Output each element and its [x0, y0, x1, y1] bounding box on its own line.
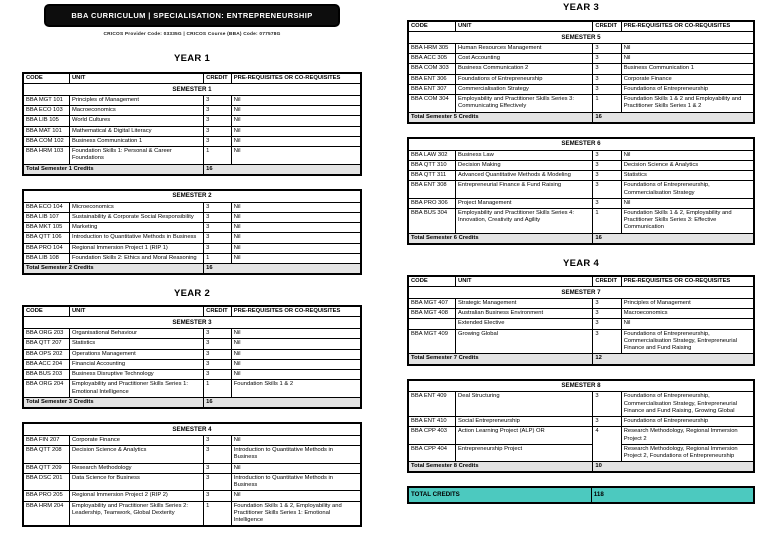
total-credits-value: 118 [592, 488, 753, 501]
course-unit-cell: Decision Making [456, 161, 592, 170]
course-code-cell: BBA QTT 310 [409, 161, 455, 170]
course-prerequisites-cell: Introduction to Quantitative Methods in Business [232, 474, 360, 490]
course-row [409, 319, 753, 328]
prerequisites-column-header: PRE-REQUISITES OR CO-REQUISITES [232, 74, 360, 83]
course-code-cell: BBA BUS 203 [24, 370, 69, 379]
course-unit-cell: Strategic Management [456, 299, 592, 308]
course-credit-cell: 3 [204, 464, 231, 473]
prerequisites-column-header: PRE-REQUISITES OR CO-REQUISITES [232, 307, 360, 316]
course-credit-cell: 1 [204, 254, 231, 263]
course-prerequisites-cell: Nil [622, 54, 753, 63]
year-2-heading: YEAR 2 [173, 288, 211, 300]
course-prerequisites-cell: Nil [232, 370, 360, 379]
course-prerequisites-cell: Nil [232, 491, 360, 500]
course-code-cell: BBA MGT 101 [24, 96, 69, 105]
course-unit-cell: Commercialisation Strategy [456, 85, 592, 94]
course-code-cell: BBA LIB 108 [24, 254, 69, 263]
course-prerequisites-cell: Foundations of Entrepreneurship, Commercialisation Strategy [622, 181, 753, 197]
course-row [409, 330, 753, 354]
course-credit-cell: 1 [204, 380, 231, 396]
course-unit-cell: Business Communication 1 [70, 137, 203, 146]
course-row [24, 370, 360, 379]
semester-title-row [24, 191, 360, 202]
semester-total-label: Total Semester 2 Credits [24, 264, 203, 273]
course-code-cell: BBA ORG 203 [24, 329, 69, 338]
course-row [24, 502, 360, 526]
course-unit-cell: Regional Immersion Project 1 (RIP 1) [70, 244, 203, 253]
course-prerequisites-cell: Nil [622, 151, 753, 160]
course-credit-cell: 3 [593, 319, 620, 328]
course-prerequisites-cell: Nil [232, 106, 360, 115]
course-credit-cell: 3 [204, 370, 231, 379]
course-unit-cell: Sustainability & Corporate Social Responsibility [70, 213, 203, 222]
course-credit-cell: 3 [593, 181, 620, 197]
course-prerequisites-cell: Foundations of Entrepreneurship [622, 417, 753, 426]
semester-total-row [24, 264, 360, 273]
semester-title: SEMESTER 8 [409, 381, 753, 392]
course-credit-cell: 3 [593, 299, 620, 308]
semester-total-value: 10 [593, 462, 753, 471]
course-prerequisites-cell: Nil [232, 464, 360, 473]
semester-4-table [22, 422, 362, 527]
course-credit-cell: 3 [204, 96, 231, 105]
course-credit-cell: 3 [204, 137, 231, 146]
course-unit-cell: Employability and Practitioner Skills Series 2: Leadership, Teamwork, Global Dexterity [70, 502, 203, 526]
course-credit-cell: 1 [204, 502, 231, 526]
course-code-cell: BBA COM 303 [409, 64, 455, 73]
course-row [24, 380, 360, 396]
course-prerequisites-cell: Foundations of Entrepreneurship [622, 85, 753, 94]
course-row [24, 360, 360, 369]
course-credit-cell: 3 [593, 199, 620, 208]
course-credit-cell: 3 [204, 244, 231, 253]
course-unit-cell: Business Law [456, 151, 592, 160]
course-prerequisites-cell: Decision Science & Analytics [622, 161, 753, 170]
course-credit-cell: 3 [204, 233, 231, 242]
semester-total-row [409, 234, 753, 243]
unit-column-header: UNIT [70, 307, 203, 316]
cricos-codes-line: CRICOS Provider Code: 03335G | CRICOS Course (BBA) Code: 077578G [103, 32, 281, 37]
course-code-cell: BBA MGT 408 [409, 309, 455, 318]
semester-title: SEMESTER 4 [24, 424, 360, 435]
course-row [409, 75, 753, 84]
semester-title: SEMESTER 7 [409, 287, 753, 298]
course-row [409, 64, 753, 73]
semester-total-row [409, 113, 753, 122]
semester-title: SEMESTER 3 [24, 317, 360, 328]
course-unit-cell: Organisational Behaviour [70, 329, 203, 338]
credit-column-header: CREDIT [204, 307, 231, 316]
semester-total-label: Total Semester 6 Credits [409, 234, 592, 243]
course-unit-cell: Human Resources Management [456, 44, 592, 53]
right-column [407, 0, 755, 504]
unit-column-header: UNIT [70, 74, 203, 83]
course-unit-cell: Foundation Skills 2: Ethics and Moral Reasoning [70, 254, 203, 263]
course-credit-cell: 3 [204, 203, 231, 212]
year-3-heading: YEAR 3 [562, 2, 600, 13]
course-unit-cell: Research Methodology [70, 464, 203, 473]
semester-title-row [409, 139, 753, 150]
semester-total-value: 16 [593, 113, 753, 122]
course-code-cell: BBA MGT 407 [409, 299, 455, 308]
course-code-cell: BBA ECO 104 [24, 203, 69, 212]
course-row [409, 309, 753, 318]
course-credit-cell: 3 [593, 171, 620, 180]
course-prerequisites-cell: Nil [232, 436, 360, 445]
course-prerequisites-cell: Nil [232, 350, 360, 359]
course-prerequisites-cell: Foundations of Entrepreneurship, Commercialisation Strategy, Entrepreneurial Finance and Fund Raising, Growing Global [622, 392, 753, 416]
course-unit-cell: Microeconomics [70, 203, 203, 212]
course-unit-cell: Australian Business Environment [456, 309, 592, 318]
prerequisites-column-header: PRE-REQUISITES OR CO-REQUISITES [622, 277, 753, 286]
course-unit-cell: Growing Global [456, 330, 592, 354]
credit-column-header: CREDIT [593, 277, 620, 286]
course-prerequisites-cell: Nil [232, 329, 360, 338]
course-code-cell: BBA COM 102 [24, 137, 69, 146]
course-credit-cell: 3 [204, 223, 231, 232]
course-credit-cell: 3 [204, 436, 231, 445]
semester-6-table [407, 137, 755, 245]
course-unit-cell: Advanced Quantitative Methods & Modeling [456, 171, 592, 180]
course-credit-cell: 3 [593, 309, 620, 318]
course-unit-cell: Mathematical & Digital Literacy [70, 127, 203, 136]
course-prerequisites-cell: Nil [622, 319, 753, 328]
course-prerequisites-cell: Nil [232, 254, 360, 263]
course-code-cell: BBA FIN 207 [24, 436, 69, 445]
course-code-cell: BBA QTT 209 [24, 464, 69, 473]
course-code-cell: BBA HRM 305 [409, 44, 455, 53]
course-credit-cell: 1 [593, 209, 620, 233]
year-1-heading: YEAR 1 [173, 53, 211, 64]
course-row [24, 233, 360, 242]
semester-1-table [22, 72, 362, 176]
course-prerequisites-cell: Nil [232, 116, 360, 125]
course-code-cell: BBA DSC 201 [24, 474, 69, 490]
course-unit-cell: Employability and Practitioner Skills Series 3: Communicating Effectively [456, 95, 592, 111]
course-code-cell: BBA OPS 202 [24, 350, 69, 359]
course-prerequisites-cell: Principles of Management [622, 299, 753, 308]
course-credit-cell: 3 [593, 44, 620, 53]
course-prerequisites-cell: Nil [232, 233, 360, 242]
course-credit-cell: 1 [593, 95, 620, 111]
course-prerequisites-cell: Foundation Skills 1 & 2, Employability and Practitioner Skills Series 1: Emotional Intelligence [232, 502, 360, 526]
course-credit-cell: 3 [204, 213, 231, 222]
course-prerequisites-cell: Nil [232, 223, 360, 232]
course-prerequisites-cell: Nil [232, 360, 360, 369]
course-prerequisites-cell: Nil [232, 147, 360, 163]
prerequisites-column-header: PRE-REQUISITES OR CO-REQUISITES [622, 22, 753, 31]
course-credit-cell: 3 [204, 474, 231, 490]
semester-title-row [409, 287, 753, 298]
course-credit-cell: 3 [593, 151, 620, 160]
course-row [24, 350, 360, 359]
semester-total-label: Total Semester 3 Credits [24, 398, 203, 407]
course-credit-cell: 3 [593, 75, 620, 84]
course-code-cell: BBA ENT 308 [409, 181, 455, 197]
course-credit-cell: 3 [204, 106, 231, 115]
course-row [409, 151, 753, 160]
course-unit-cell: Data Science for Business [70, 474, 203, 490]
course-code-cell: BBA PRO 104 [24, 244, 69, 253]
course-unit-cell: Regional Immersion Project 2 (RIP 2) [70, 491, 203, 500]
course-credit-cell: 3 [204, 127, 231, 136]
course-code-cell: BBA MKT 105 [24, 223, 69, 232]
course-credit-cell: 3 [204, 350, 231, 359]
course-code-cell: BBA BUS 304 [409, 209, 455, 233]
course-prerequisites-cell: Nil [232, 203, 360, 212]
course-code-cell: BBA ACC 204 [24, 360, 69, 369]
course-row [24, 203, 360, 212]
course-unit-cell: Foundation Skills 1: Personal & Career Foundations [70, 147, 203, 163]
unit-column-header: UNIT [456, 277, 592, 286]
course-code-cell: BBA LAW 302 [409, 151, 455, 160]
course-unit-cell: Deal Structuring [456, 392, 592, 416]
semester-title-row [409, 32, 753, 43]
semester-title: SEMESTER 1 [24, 84, 360, 95]
course-row [24, 147, 360, 163]
course-code-cell: BBA ENT 307 [409, 85, 455, 94]
course-unit-cell: Business Communication 2 [456, 64, 592, 73]
semester-title: SEMESTER 5 [409, 32, 753, 43]
course-code-cell: BBA ENT 409 [409, 392, 455, 416]
course-prerequisites-cell: Foundation Skills 1 & 2 and Employability and Practitioner Skills Series 1 & 2 [622, 95, 753, 111]
course-prerequisites-cell: Nil [232, 213, 360, 222]
course-unit-cell: Entrepreneurship Project [456, 445, 592, 461]
course-unit-cell: Action Learning Project (ALP) OR [456, 427, 592, 443]
code-column-header: CODE [409, 22, 455, 31]
course-unit-cell: World Cultures [70, 116, 203, 125]
code-column-header: CODE [409, 277, 455, 286]
course-row [409, 299, 753, 308]
course-prerequisites-cell: Research Methodology, Regional Immersion Project 2 [622, 427, 753, 443]
course-code-cell: BBA ECO 103 [24, 106, 69, 115]
column-header-row [409, 22, 753, 31]
course-credit-cell: 3 [593, 54, 620, 63]
course-row [409, 181, 753, 197]
semester-title: SEMESTER 6 [409, 139, 753, 150]
semester-3-table [22, 305, 362, 409]
course-row [24, 329, 360, 338]
course-code-cell: BBA HRM 103 [24, 147, 69, 163]
course-credit-cell: 3 [204, 446, 231, 462]
course-credit-cell: 3 [204, 360, 231, 369]
course-code-cell: BBA QTT 208 [24, 446, 69, 462]
course-unit-cell: Employability and Practitioner Skills Series 1: Emotional Intelligence [70, 380, 203, 396]
course-code-cell: BBA PRO 306 [409, 199, 455, 208]
course-row [24, 244, 360, 253]
course-unit-cell: Extended Elective [456, 319, 592, 328]
course-unit-cell: Statistics [70, 339, 203, 348]
course-unit-cell: Financial Accounting [70, 360, 203, 369]
semester-total-value: 16 [204, 398, 360, 407]
semester-5-table [407, 20, 755, 124]
semester-title-row [24, 84, 360, 95]
semester-title-row [24, 424, 360, 435]
course-code-cell: BBA ACC 305 [409, 54, 455, 63]
course-prerequisites-cell: Macroeconomics [622, 309, 753, 318]
course-credit-cell: 3 [593, 330, 620, 354]
course-unit-cell: Business Disruptive Technology [70, 370, 203, 379]
course-credit-cell: 3 [204, 116, 231, 125]
course-row [24, 127, 360, 136]
left-column [22, 0, 362, 540]
course-prerequisites-cell: Foundation Skills 1 & 2, Employability and Practitioner Skills Series 3: Effective Communication [622, 209, 753, 233]
course-row [409, 85, 753, 94]
year-4-heading: YEAR 4 [562, 257, 600, 269]
course-row [24, 491, 360, 500]
course-unit-cell: Introduction to Quantitative Methods in Business [70, 233, 203, 242]
course-code-cell: BBA CPP 404 [409, 445, 455, 461]
course-credit-cell: 4 [593, 427, 620, 461]
course-row [409, 445, 753, 461]
semester-total-row [409, 462, 753, 471]
course-unit-cell: Social Entrepreneurship [456, 417, 592, 426]
course-code-cell: BBA ENT 306 [409, 75, 455, 84]
course-credit-cell: 1 [204, 147, 231, 163]
course-row [409, 54, 753, 63]
course-unit-cell: Operations Management [70, 350, 203, 359]
course-unit-cell: Corporate Finance [70, 436, 203, 445]
semester-total-row [409, 354, 753, 363]
course-unit-cell: Entrepreneurial Finance & Fund Raising [456, 181, 592, 197]
course-row [24, 474, 360, 490]
course-row [409, 44, 753, 53]
course-prerequisites-cell: Statistics [622, 171, 753, 180]
course-unit-cell: Macroeconomics [70, 106, 203, 115]
course-code-cell: BBA COM 304 [409, 95, 455, 111]
course-credit-cell: 3 [593, 64, 620, 73]
course-row [24, 137, 360, 146]
course-row [24, 464, 360, 473]
course-row [24, 106, 360, 115]
course-credit-cell: 3 [593, 392, 620, 416]
semester-total-row [24, 165, 360, 174]
course-prerequisites-cell: Nil [622, 199, 753, 208]
course-row [24, 213, 360, 222]
course-row [24, 436, 360, 445]
course-code-cell: BBA MAT 101 [24, 127, 69, 136]
semester-title: SEMESTER 2 [24, 191, 360, 202]
semester-total-label: Total Semester 7 Credits [409, 354, 592, 363]
course-credit-cell: 3 [593, 161, 620, 170]
course-credit-cell: 3 [593, 417, 620, 426]
semester-total-value: 16 [204, 165, 360, 174]
course-prerequisites-cell: Nil [232, 127, 360, 136]
course-unit-cell: Foundations of Entrepreneurship [456, 75, 592, 84]
course-code-cell: BBA CPP 403 [409, 427, 455, 443]
course-prerequisites-cell: Foundations of Entrepreneurship, Commercialisation Strategy, Entrepreneurial Finance and Fund Raising [622, 330, 753, 354]
course-unit-cell: Principles of Management [70, 96, 203, 105]
column-header-row [409, 277, 753, 286]
semester-total-label: Total Semester 1 Credits [24, 165, 203, 174]
course-prerequisites-cell: Research Methodology, Regional Immersion Project 2, Foundations of Entrepreneurship [622, 445, 753, 461]
curriculum-title-banner: BBA CURRICULUM | SPECIALISATION: ENTREPRENEURSHIP [44, 4, 340, 27]
total-credits-table [407, 486, 755, 503]
course-prerequisites-cell: Introduction to Quantitative Methods in Business [232, 446, 360, 462]
semester-title-row [409, 381, 753, 392]
semester-total-label: Total Semester 8 Credits [409, 462, 592, 471]
course-row [409, 427, 753, 443]
course-code-cell: BBA ENT 410 [409, 417, 455, 426]
course-row [24, 96, 360, 105]
total-credits-label: TOTAL CREDITS [409, 488, 591, 501]
course-row [409, 417, 753, 426]
course-prerequisites-cell: Nil [622, 44, 753, 53]
course-code-cell: BBA LIB 107 [24, 213, 69, 222]
course-row [24, 116, 360, 125]
course-unit-cell: Marketing [70, 223, 203, 232]
code-column-header: CODE [24, 307, 69, 316]
course-credit-cell: 3 [593, 85, 620, 94]
course-code-cell [409, 319, 455, 328]
course-row [24, 223, 360, 232]
course-prerequisites-cell: Nil [232, 137, 360, 146]
course-credit-cell: 3 [204, 339, 231, 348]
column-header-row [24, 74, 360, 83]
course-prerequisites-cell: Corporate Finance [622, 75, 753, 84]
course-credit-cell: 3 [204, 329, 231, 338]
course-row [409, 95, 753, 111]
semester-total-value: 12 [593, 354, 753, 363]
course-code-cell: BBA HRM 204 [24, 502, 69, 526]
semester-title-row [24, 317, 360, 328]
course-unit-cell: Decision Science & Analytics [70, 446, 203, 462]
course-code-cell: BBA ORG 204 [24, 380, 69, 396]
credit-column-header: CREDIT [204, 74, 231, 83]
semester-total-label: Total Semester 5 Credits [409, 113, 592, 122]
course-row [409, 161, 753, 170]
course-code-cell: BBA MGT 409 [409, 330, 455, 354]
course-code-cell: BBA PRO 205 [24, 491, 69, 500]
column-header-row [24, 307, 360, 316]
course-row [409, 199, 753, 208]
credit-column-header: CREDIT [593, 22, 620, 31]
course-code-cell: BBA QTT 106 [24, 233, 69, 242]
course-prerequisites-cell: Business Communication 1 [622, 64, 753, 73]
semester-total-row [24, 398, 360, 407]
semester-7-table [407, 275, 755, 366]
course-row [409, 392, 753, 416]
course-row [409, 171, 753, 180]
course-code-cell: BBA LIB 105 [24, 116, 69, 125]
course-prerequisites-cell: Nil [232, 339, 360, 348]
semester-total-value: 16 [593, 234, 753, 243]
course-code-cell: BBA QTT 311 [409, 171, 455, 180]
course-unit-cell: Project Management [456, 199, 592, 208]
course-code-cell: BBA QTT 207 [24, 339, 69, 348]
course-row [24, 339, 360, 348]
unit-column-header: UNIT [456, 22, 592, 31]
course-row [409, 209, 753, 233]
course-credit-cell: 3 [204, 491, 231, 500]
course-unit-cell: Cost Accounting [456, 54, 592, 63]
course-row [24, 254, 360, 263]
course-prerequisites-cell: Foundation Skills 1 & 2 [232, 380, 360, 396]
semester-2-table [22, 189, 362, 275]
code-column-header: CODE [24, 74, 69, 83]
course-prerequisites-cell: Nil [232, 244, 360, 253]
course-row [24, 446, 360, 462]
course-unit-cell: Employability and Practitioner Skills Series 4: Innovation, Creativity and Agility [456, 209, 592, 233]
semester-total-value: 16 [204, 264, 360, 273]
course-prerequisites-cell: Nil [232, 96, 360, 105]
semester-8-table [407, 379, 755, 474]
